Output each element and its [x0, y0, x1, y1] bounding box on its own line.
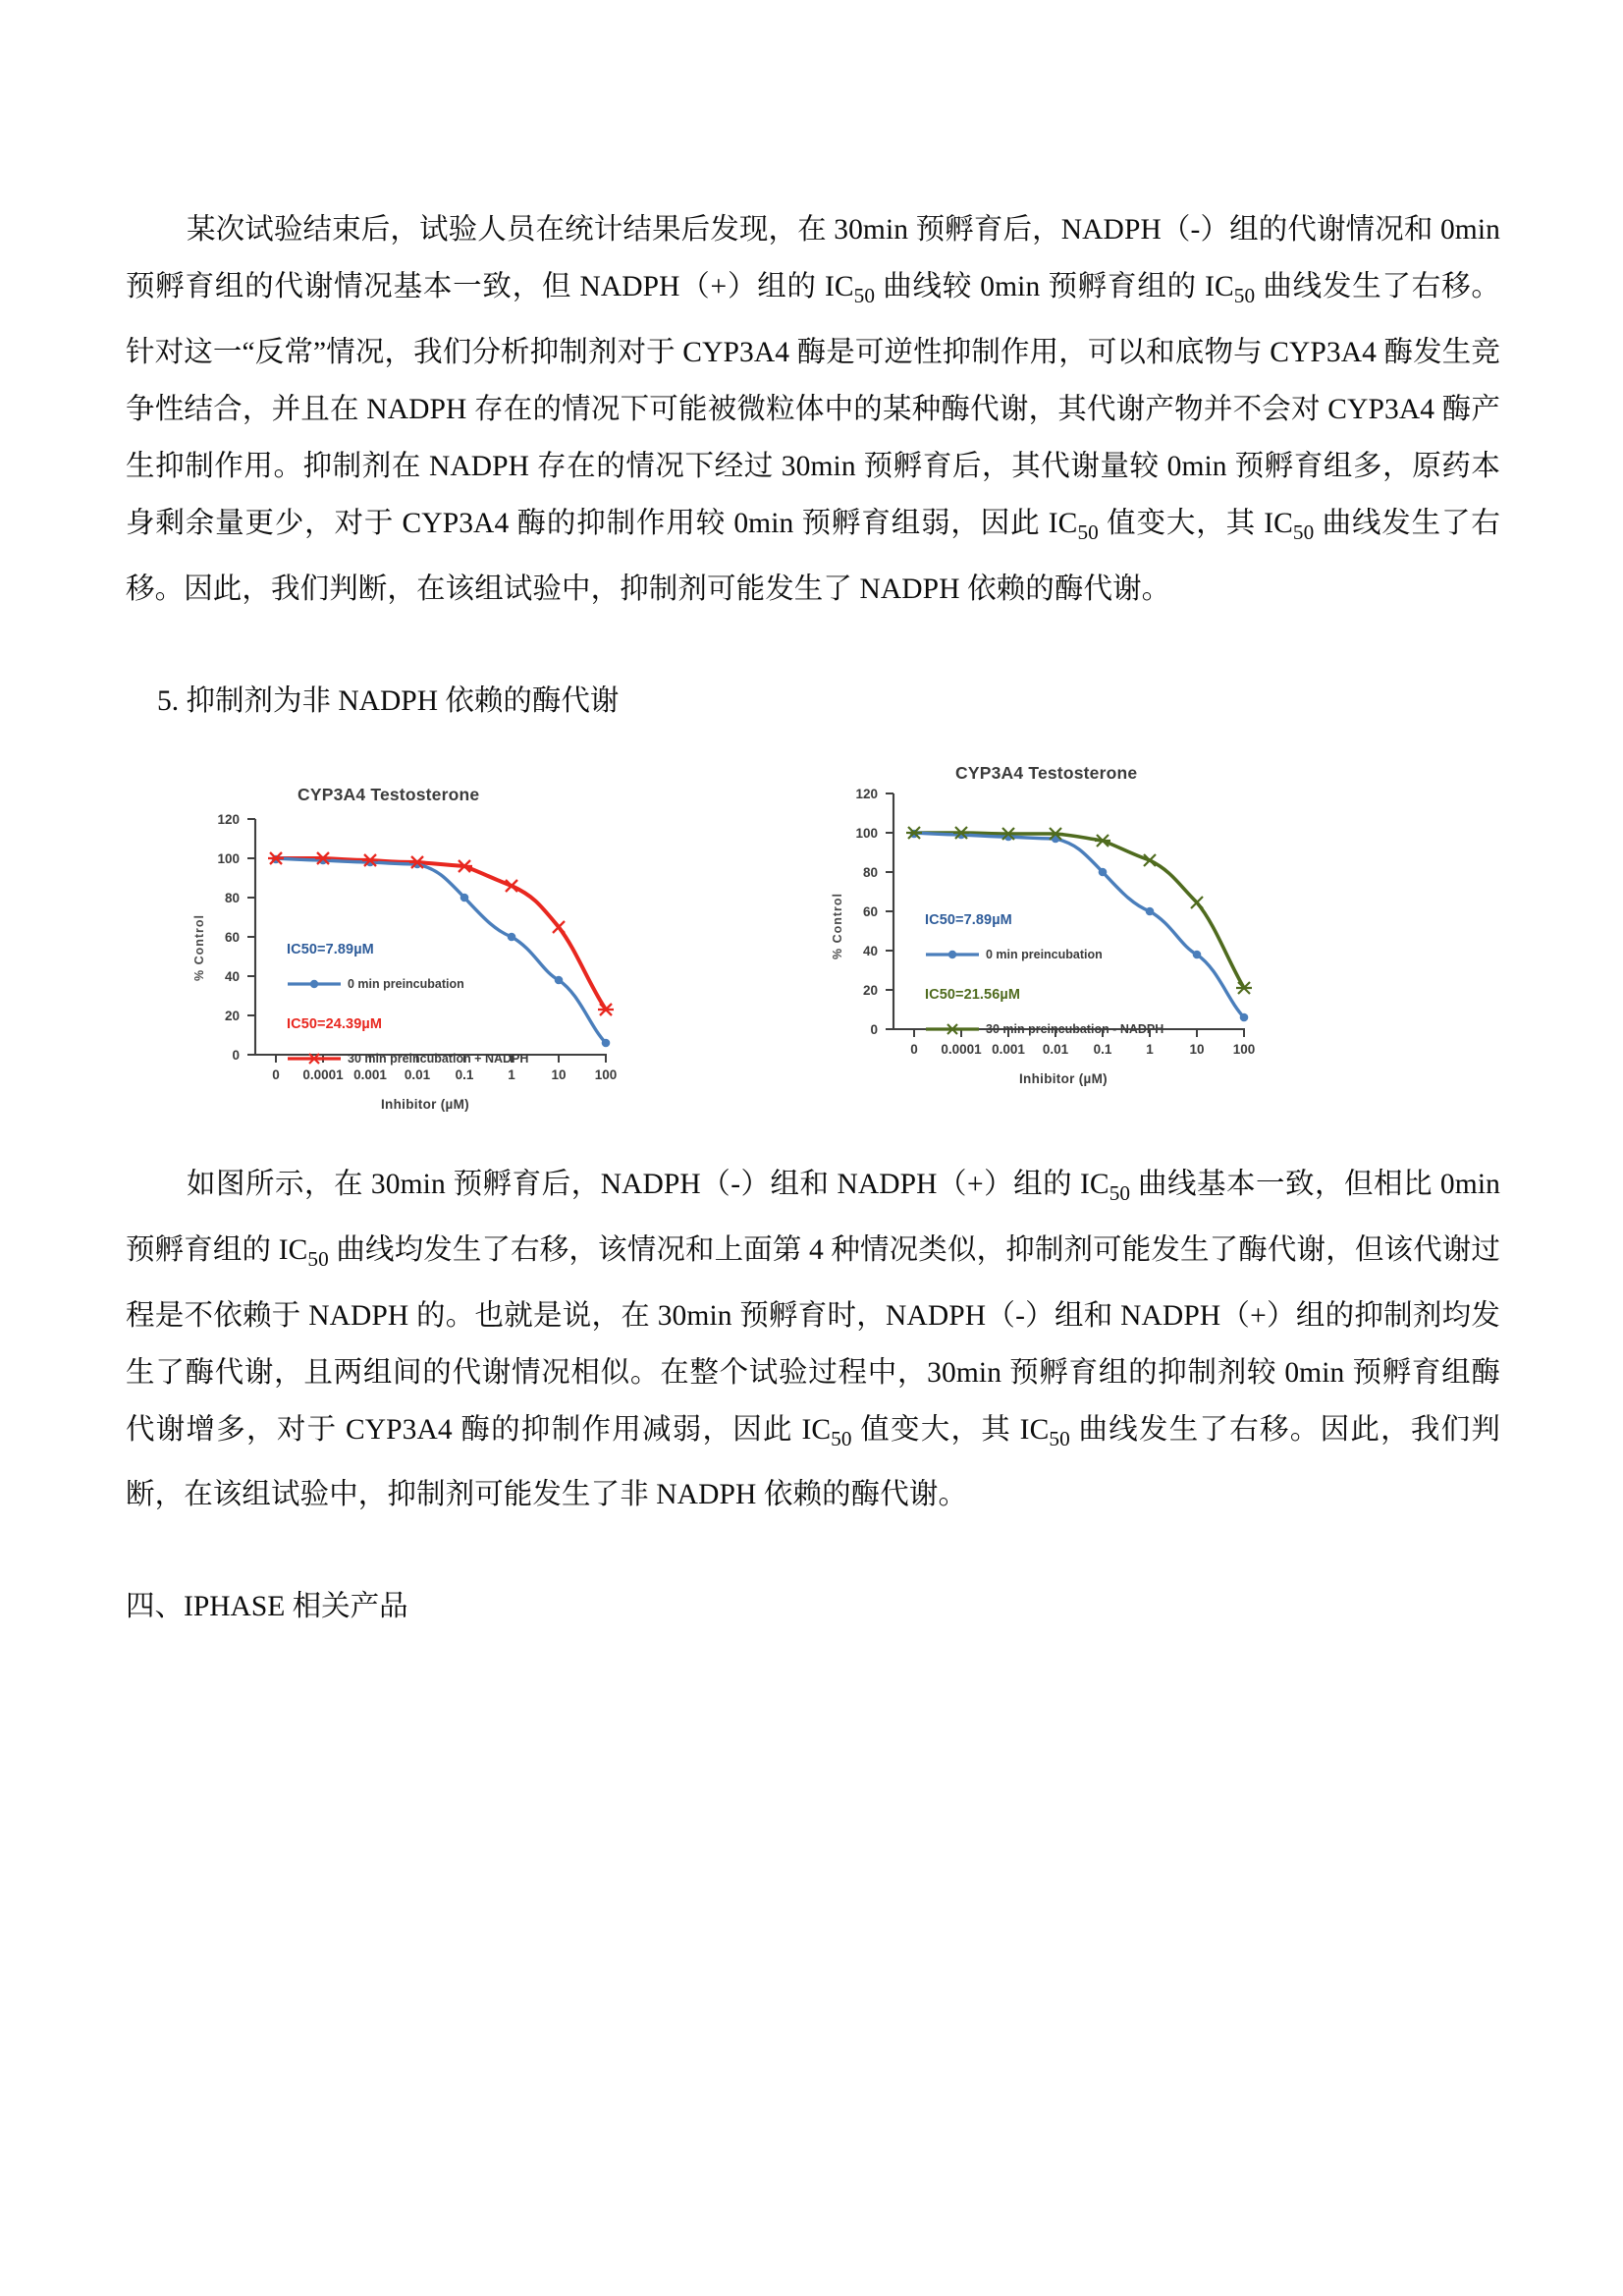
chart-left-xtick-0: 0	[272, 1066, 280, 1082]
chart-left-xtick-0.001: 0.001	[353, 1066, 387, 1082]
chart-left-ytick-100: 100	[217, 850, 240, 866]
chart-right-ytick-120: 120	[855, 786, 878, 801]
chart-left-xtick-0.01: 0.01	[404, 1066, 431, 1082]
figure-charts-row	[126, 763, 1500, 1117]
chart-left-ytick-60: 60	[224, 929, 240, 945]
chart-right-ic50-green: IC50=21.56µM	[925, 986, 1021, 1003]
chart-left	[185, 784, 695, 1112]
chart-right-xtick-0.01: 0.01	[1042, 1041, 1069, 1057]
chart-left-ytick-40: 40	[224, 968, 240, 984]
section-heading-products: 四、IPHASE 相关产品	[126, 1591, 408, 1623]
chart-right-green-markers	[906, 827, 1252, 994]
chart-left-xtick-0.1: 0.1	[455, 1066, 474, 1082]
chart-right-xtick-0.001: 0.001	[992, 1041, 1025, 1057]
chart-right-legend-label-blue: 0 min preincubation	[986, 947, 1103, 961]
chart-right-ytick-80: 80	[862, 864, 878, 880]
chart-right	[823, 763, 1353, 1087]
chart-right-xtick-0.1: 0.1	[1093, 1041, 1112, 1057]
section-heading-5: 5. 抑制剂为非 NADPH 依赖的酶代谢	[157, 684, 620, 717]
chart-left-ic50-red: IC50=24.39µM	[287, 1015, 383, 1032]
chart-right-legend-swatch-blue	[925, 948, 980, 961]
chart-left-xtick-0.0001: 0.0001	[302, 1066, 344, 1082]
chart-right-xtick-0: 0	[910, 1041, 918, 1057]
chart-left-legend-label-blue: 0 min preincubation	[348, 976, 464, 991]
spacer-after-figures	[126, 1117, 1500, 1156]
chart-right-series-green	[914, 833, 1244, 988]
chart-right-xlabel: Inhibitor (µM)	[1019, 1070, 1108, 1086]
chart-right-ic50-blue: IC50=7.89µM	[925, 911, 1012, 928]
chart-left-xtick-100: 100	[594, 1066, 618, 1082]
chart-right-plot	[823, 763, 1353, 1058]
chart-right-ylabel: % Control	[831, 892, 844, 959]
chart-left-ytick-20: 20	[224, 1008, 240, 1023]
chart-right-ytick-0: 0	[870, 1021, 878, 1037]
document-content	[126, 201, 1500, 1635]
chart-left-legend-label-red: 30 min preincubation + NADPH	[348, 1051, 529, 1066]
spacer-before-heading6	[126, 1523, 1500, 1578]
chart-left-ytick-120: 120	[217, 811, 240, 827]
chart-right-legend-swatch-green	[925, 1022, 980, 1036]
spacer	[126, 618, 1500, 673]
chart-right-xtick-1: 1	[1146, 1041, 1154, 1057]
chart-right-title: CYP3A4 Testosterone	[955, 762, 1138, 783]
chart-right-legend-label-green: 30 min preincubation - NADPH	[986, 1021, 1164, 1036]
chart-left-xlabel: Inhibitor (µM)	[381, 1096, 469, 1112]
chart-left-xtick-1: 1	[508, 1066, 515, 1082]
chart-right-ytick-60: 60	[862, 903, 878, 919]
chart-right-ytick-20: 20	[862, 982, 878, 998]
chart-right-xtick-10: 10	[1189, 1041, 1205, 1057]
paragraph-non-nadph-dependent: 如图所示，在 30min 预孵育后，NADPH（-）组和 NADPH（+）组的 $IC_{50}$ 曲线基本一致，但相比 0min 预孵育组的 $IC_{50}$ 曲线均发生了右移，该情况和上面第 4 种情况类似，抑制剂可能发生了酶代谢，但该代谢过程是不依赖于 NADPH 的。也就是说，在 30min 预孵育时，NADPH（-）组和 NADPH（+）组的抑制剂均发生了酶代谢，且两组间的代谢情况相似。在整个试验过程中，30min 预孵育组的抑制剂较 0min 预孵育组酶代谢增多，对于 CYP3A4 酶的抑制作用减弱，因此 $IC_{50}$ 值变大，其 $IC_{50}$ 曲线发生了右移。因此，我们判断，在该组试验中，抑制剂可能发生了非 NADPH 依赖的酶代谢。	[126, 1168, 1500, 1511]
chart-right-xtick-100: 100	[1232, 1041, 1256, 1057]
chart-left-ytick-80: 80	[224, 890, 240, 905]
chart-right-xtick-0.0001: 0.0001	[941, 1041, 982, 1057]
chart-left-xtick-10: 10	[551, 1066, 567, 1082]
chart-left-ylabel: % Control	[192, 913, 206, 981]
chart-left-plot	[185, 785, 695, 1079]
chart-left-title: CYP3A4 Testosterone	[298, 784, 480, 804]
chart-left-ytick-0: 0	[232, 1047, 240, 1063]
chart-left-legend-swatch-red	[287, 1052, 342, 1066]
chart-left-legend-swatch-blue	[287, 977, 342, 991]
paragraph-nadph-dependent: 某次试验结束后，试验人员在统计结果后发现，在 30min 预孵育后，NADPH（-）组的代谢情况和 0min 预孵育组的代谢情况基本一致，但 NADPH（+）组的 $IC_{50}$ 曲线较 0min 预孵育组的 $IC_{50}$ 曲线发生了右移。针对这一“反常”情况，我们分析抑制剂对于 CYP3A4 酶是可逆性抑制作用，可以和底物与 CYP3A4 酶发生竞争性结合，并且在 NADPH 存在的情况下可能被微粒体中的某种酶代谢，其代谢产物并不会对 CYP3A4 酶产生抑制作用。抑制剂在 NADPH 存在的情况下经过 30min 预孵育后，其代谢量较 0min 预孵育组多，原药本身剩余量更少，对于 CYP3A4 酶的抑制作用较 0min 预孵育组弱，因此 $IC_{50}$ 值变大，其 $IC_{50}$ 曲线发生了右移。因此，我们判断，在该组试验中，抑制剂可能发生了 NADPH 依赖的酶代谢。	[126, 214, 1501, 605]
chart-right-ytick-40: 40	[862, 943, 878, 958]
chart-left-ic50-blue: IC50=7.89µM	[287, 941, 374, 957]
chart-right-ytick-100: 100	[855, 825, 878, 841]
